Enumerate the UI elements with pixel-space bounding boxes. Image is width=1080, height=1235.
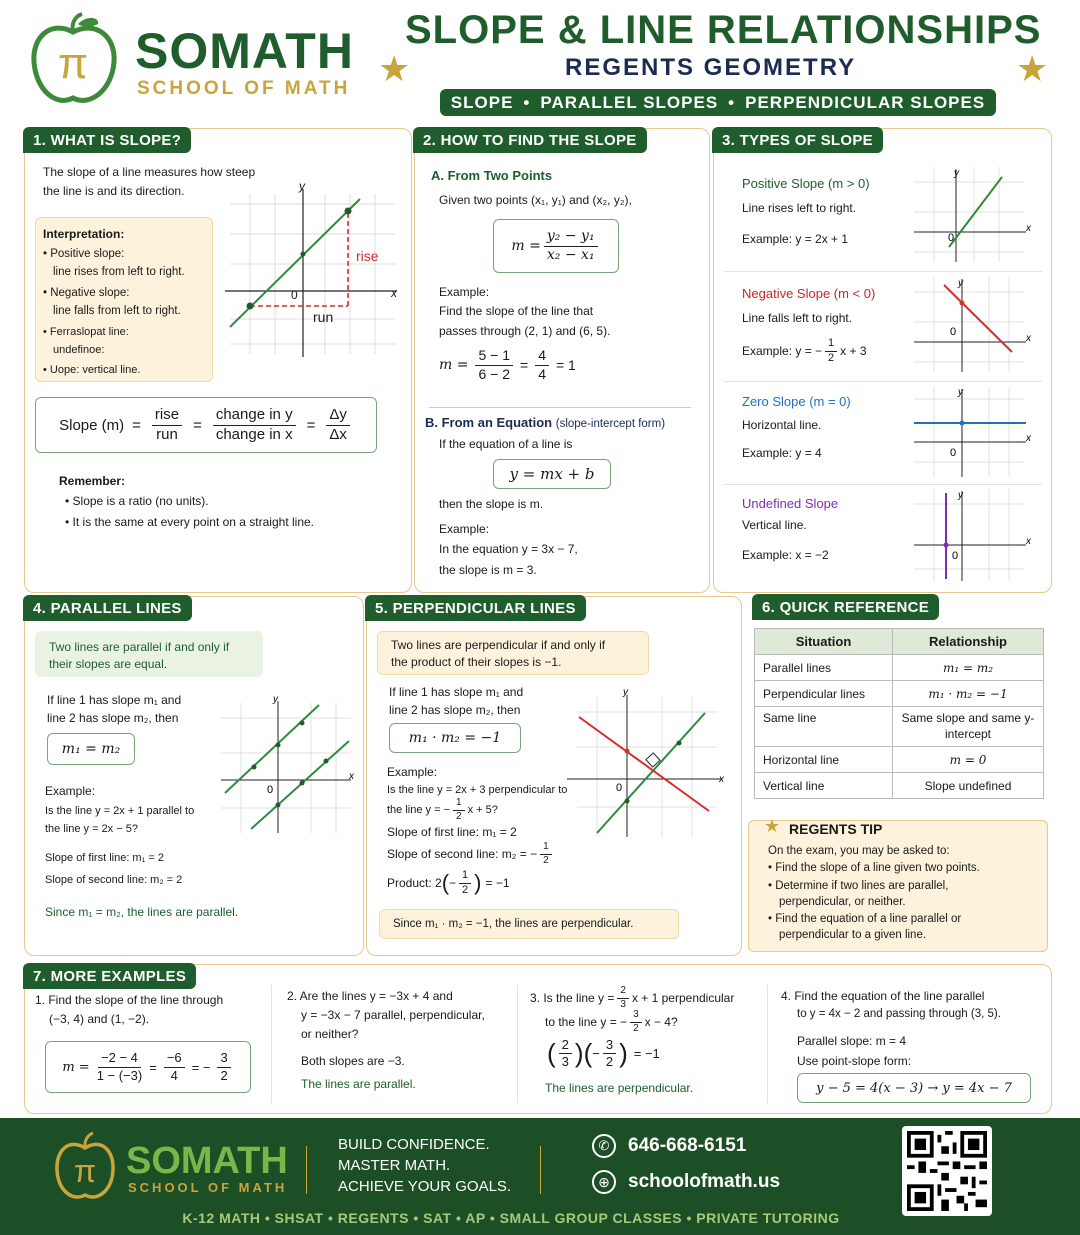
example-label: Example: — [387, 765, 438, 779]
numerator: 3 — [630, 1009, 642, 1023]
example-text: Use point-slope form: — [797, 1054, 912, 1068]
section-quick-reference — [744, 596, 1052, 956]
interpretation-item: • Positive slope: — [43, 248, 125, 260]
text-part: the line y = − — [387, 804, 450, 816]
example-text: Example: y = 2x + 1 — [742, 232, 849, 246]
product-text: Product: 2 ( − $\frac{1}{2}$ ) = −1 — [387, 869, 510, 896]
perpendicular-equation: m₁ · m₂ = −1 — [408, 730, 502, 746]
denominator: 2 — [605, 1054, 614, 1070]
remember-item: • It is the same at every point on a straight line. — [65, 515, 314, 529]
text: Given two points (x₁, y₁) and (x₂, y₂), — [439, 193, 632, 207]
section-find-slope — [414, 128, 710, 593]
table-cell: m₁ = m₂ — [893, 655, 1044, 681]
numerator: −2 − 4 — [98, 1050, 141, 1067]
tip-item: • Find the equation of a line parallel or — [768, 913, 962, 925]
table-cell: m = 0 — [893, 747, 1044, 773]
table-cell: m₁ · m₂ = −1 — [893, 681, 1044, 707]
example-label: Example: — [439, 285, 490, 299]
svg-text:x: x — [349, 771, 354, 782]
section-title: 3. TYPES OF SLOPE — [712, 127, 883, 153]
subsection-title: A. From Two Points — [431, 168, 553, 183]
text: the line y = 2x − 5? — [45, 823, 138, 835]
text-part: 3. Is the line y = — [530, 991, 615, 1005]
table-row — [755, 655, 1044, 681]
result: = −1 — [633, 1046, 660, 1062]
example-text: 1. Find the slope of the line through — [35, 993, 224, 1007]
denominator: 2 — [543, 854, 549, 866]
table-row — [755, 681, 1044, 707]
parallel-lines-graph — [211, 693, 357, 839]
slogan-line: MASTER MATH. — [338, 1157, 451, 1174]
text — [387, 841, 555, 867]
text-part: to the line y = − — [545, 1015, 628, 1029]
example-text: 4. Find the equation of the line parallel — [781, 989, 985, 1003]
example-text: (−3, 4) and (1, −2). — [49, 1012, 150, 1026]
denominator: x₂ − x₁ — [546, 246, 595, 263]
text: Vertical line. — [742, 518, 807, 532]
example-text: 2. Are the lines y = −3x + 4 and — [287, 989, 453, 1003]
example-text: or neither? — [301, 1027, 359, 1041]
example3-product: ( $\frac{2}{3}$ ) ( − $\frac{3}{2}$ ) = −1 — [547, 1037, 660, 1070]
text: then the slope is m. — [439, 497, 544, 511]
table-cell: Perpendicular lines — [755, 681, 893, 707]
numerator: 2 — [559, 1037, 572, 1054]
svg-text:y: y — [954, 168, 959, 179]
denominator: 1 − (−3) — [96, 1067, 143, 1083]
numerator: 1 — [459, 869, 471, 884]
phone-icon: ✆ — [592, 1134, 616, 1158]
two-point-formula-box — [493, 219, 619, 273]
slope-formula-box: Slope (m) = $\frac{\text{rise}}{\text{run}}$ = $\frac{\text{change in y}}{\text{change in x}}$ = $\frac{\Delta y}{\Delta x}$ — [35, 397, 377, 453]
definition-text: Two lines are parallel if and only if — [49, 640, 230, 654]
subsection-title-text: B. From an Equation — [425, 415, 553, 430]
footer-brand: SOMATH — [126, 1140, 288, 1182]
brand-subtitle: SCHOOL OF MATH — [137, 78, 351, 99]
parallel-equation: m₁ = m₂ — [61, 741, 121, 757]
result: = 1 — [555, 357, 576, 373]
intro-text: The slope of a line measures how steep — [43, 165, 256, 179]
text: Slope of second line: m₂ = 2 — [45, 874, 183, 886]
text: Is the line y = 2x + 3 perpendicular to — [387, 784, 568, 796]
svg-text:π: π — [73, 1153, 97, 1189]
table-header: Situation — [755, 629, 893, 655]
text: In the equation y = 3x − 7, — [439, 542, 578, 556]
tip-item: perpendicular, or neither. — [779, 896, 906, 908]
example-text: to y = 4x − 2 and passing through (3, 5). — [797, 1008, 1001, 1020]
website-link[interactable]: schoolofmath.us — [628, 1171, 781, 1192]
svg-text:y: y — [958, 490, 963, 501]
section-more-examples — [24, 964, 1052, 1114]
logo — [26, 12, 121, 107]
conclusion-text: Since m₁ = m₂, the lines are parallel. — [45, 905, 239, 919]
perpendicular-condition-box — [389, 723, 521, 753]
run-label: run — [313, 309, 334, 325]
definition-text: Two lines are perpendicular if and only if — [391, 638, 606, 652]
numerator: 1 — [540, 841, 552, 855]
svg-text:x: x — [719, 774, 724, 785]
example-part: x + 3 — [840, 344, 867, 359]
section-title: 5. PERPENDICULAR LINES — [365, 595, 586, 621]
section-title: 2. HOW TO FIND THE SLOPE — [413, 127, 647, 153]
svg-text:0: 0 — [616, 782, 623, 794]
example-text — [742, 337, 867, 366]
pill-item: SLOPE — [450, 92, 514, 112]
numerator: −6 — [164, 1050, 185, 1067]
conclusion-text: The lines are parallel. — [301, 1077, 416, 1091]
page-subtitle: REGENTS GEOMETRY — [565, 54, 857, 81]
text: Line falls left to right. — [742, 311, 853, 325]
pill-separator: • — [728, 92, 736, 112]
regents-tip-title: REGENTS TIP — [789, 821, 883, 837]
formula-m: m = — [62, 1059, 90, 1075]
text: the slope is m = 3. — [439, 563, 537, 577]
table-cell: Horizontal line — [755, 747, 893, 773]
conclusion-text: The lines are perpendicular. — [545, 1081, 694, 1095]
denominator: 4 — [170, 1067, 178, 1083]
svg-text:y: y — [958, 387, 963, 398]
numerator: 4 — [535, 347, 549, 366]
negative-slope-graph — [914, 277, 1034, 372]
delta-y: Δy — [326, 406, 350, 426]
table-row — [755, 707, 1044, 747]
subsection-note: (slope-intercept form) — [555, 418, 666, 430]
rise-run-graph — [225, 179, 403, 359]
table-cell: Vertical line — [755, 773, 893, 799]
negative-slope-title: Negative Slope (m < 0) — [742, 286, 876, 301]
pill-item: PERPENDICULAR SLOPES — [745, 92, 986, 112]
page-title: SLOPE & LINE RELATIONSHIPS — [405, 8, 1042, 52]
star-icon: ★ — [378, 48, 411, 89]
example1-answer-box: m = $\frac{-2 - 4}{1 - (-3)}$ = $\frac{-6}{4}$ = − $\frac{3}{2}$ — [45, 1041, 251, 1093]
tip-item: • Find the slope of a line given two points. — [768, 862, 980, 874]
subsection-title — [425, 413, 665, 433]
denominator: 3 — [620, 998, 626, 1010]
denominator: 4 — [538, 365, 546, 382]
text: Is the line y = 2x + 1 parallel to — [45, 805, 195, 817]
svg-text:x: x — [1026, 223, 1031, 234]
slope-intercept-box — [493, 459, 611, 489]
undefined-slope-title: Undefined Slope — [742, 496, 839, 511]
interpretation-item: undefinoe: — [53, 344, 105, 356]
denominator: 2 — [633, 1022, 639, 1034]
numerator: 1 — [825, 337, 837, 352]
svg-text:0: 0 — [950, 326, 957, 338]
svg-text:0: 0 — [950, 447, 957, 459]
denominator: 2 — [828, 351, 835, 364]
svg-text:y: y — [623, 687, 628, 698]
positive-slope-graph — [914, 167, 1034, 262]
denominator: 3 — [561, 1054, 569, 1070]
svg-text:y: y — [958, 278, 963, 289]
numerator: y₂ − y₁ — [544, 228, 598, 247]
change-in-y: change in y — [213, 406, 296, 426]
interpretation-item: line rises from left to right. — [53, 266, 185, 278]
axis-label-x: x — [391, 286, 397, 300]
text: Find the slope of the line that — [439, 304, 594, 318]
text: If line 1 has slope m₁ and — [47, 693, 182, 707]
interpretation-item: • Uope: vertical line. — [43, 364, 141, 376]
example4-answer-box — [797, 1073, 1031, 1103]
parallel-condition-box — [47, 733, 135, 765]
definition-text: the product of their slopes is −1. — [391, 655, 562, 669]
slope-intercept-eq: y = mx + b — [509, 465, 595, 483]
qr-code[interactable] — [902, 1126, 992, 1216]
table-cell: Parallel lines — [755, 655, 893, 681]
text: Slope of first line: m₁ = 2 — [387, 825, 517, 839]
text: Line rises left to right. — [742, 201, 857, 215]
table-header-row — [755, 629, 1044, 655]
text-part: = −1 — [485, 876, 510, 891]
topic-pill — [440, 89, 996, 116]
denominator: 2 — [462, 883, 469, 896]
apple-pi-logo-icon — [52, 1132, 118, 1202]
footer-brand-sub: SCHOOL OF MATH — [128, 1180, 288, 1195]
svg-text:0: 0 — [952, 550, 959, 562]
phone-link[interactable]: 646-668-6151 — [628, 1135, 747, 1156]
text: Horizontal line. — [742, 418, 822, 432]
example-text: Parallel slope: m = 4 — [797, 1034, 907, 1048]
svg-text:x: x — [1026, 433, 1031, 444]
positive-slope-title: Positive Slope (m > 0) — [742, 176, 870, 191]
section-perpendicular-lines — [366, 596, 742, 956]
text — [387, 797, 498, 823]
text: If the equation of a line is — [439, 437, 573, 451]
axis-label-y: y — [299, 179, 305, 193]
definition-text: their slopes are equal. — [49, 657, 168, 671]
slogan-line: BUILD CONFIDENCE. — [338, 1136, 490, 1153]
text: On the exam, you may be asked to: — [768, 845, 950, 857]
conclusion-text: Since m₁ · m₂ = −1, the lines are perpendicular. — [393, 918, 634, 930]
svg-text:x: x — [1026, 536, 1031, 547]
star-icon: ★ — [764, 816, 781, 836]
interpretation-item: • Ferraslopat line: — [43, 326, 129, 338]
numerator: 1 — [453, 797, 465, 811]
text-part: x + 5? — [467, 804, 498, 816]
footer — [0, 1118, 1080, 1235]
tip-item: perpendicular to a given line. — [779, 929, 927, 941]
answer-equation: y − 5 = 4(x − 3) → y = 4x − 7 — [816, 1080, 1012, 1096]
pill-item: PARALLEL SLOPES — [540, 92, 719, 112]
text: passes through (2, 1) and (6, 5). — [439, 324, 611, 338]
formula-m: m = — [511, 238, 541, 254]
denominator: 6 − 2 — [478, 365, 510, 382]
numerator: 3 — [603, 1037, 616, 1054]
numerator: 2 — [617, 985, 629, 999]
section-title: 7. MORE EXAMPLES — [23, 963, 196, 989]
run-term: run — [156, 425, 178, 443]
text: Slope of first line: m₁ = 2 — [45, 852, 164, 864]
text-part: Slope of second line: m₂ = − — [387, 847, 538, 861]
origin-label: 0 — [291, 288, 298, 302]
example-label: Example: — [439, 522, 490, 536]
section-title: 6. QUICK REFERENCE — [752, 594, 939, 620]
section-title: 1. WHAT IS SLOPE? — [23, 127, 191, 153]
rise-term: rise — [152, 406, 182, 426]
example-calculation: m = $\frac{5 - 1}{6 - 2}$ = $\frac{4}{4}$ = 1 — [439, 347, 576, 382]
example-text — [545, 1009, 678, 1035]
table-row — [755, 773, 1044, 799]
text-part: x + 1 perpendicular — [631, 991, 735, 1005]
pill-separator: • — [523, 92, 531, 112]
svg-text:π: π — [57, 39, 89, 88]
slogan-line: ACHIEVE YOUR GOALS. — [338, 1178, 512, 1195]
svg-text:x: x — [1026, 333, 1031, 344]
table-header: Relationship — [893, 629, 1044, 655]
section-parallel-lines — [24, 596, 364, 956]
example-text: y = −3x − 7 parallel, perpendicular, — [301, 1008, 485, 1022]
services-list: K-12 MATH • SHSAT • REGENTS • SAT • AP • SMALL GROUP CLASSES • PRIVATE TUTORING — [182, 1210, 840, 1226]
text-part: Product: 2 — [387, 876, 442, 891]
quick-reference-table — [754, 628, 1044, 799]
example-text: Example: x = −2 — [742, 548, 829, 562]
perpendicular-lines-graph — [567, 687, 729, 839]
example-text: Example: y = 4 — [742, 446, 822, 460]
table-cell: Slope undefined — [893, 773, 1044, 799]
interpretation-item: line falls from left to right. — [53, 305, 181, 317]
undefined-slope-graph — [914, 489, 1034, 581]
section-what-is-slope — [24, 128, 412, 593]
table-row — [755, 747, 1044, 773]
numerator: 5 − 1 — [475, 347, 513, 366]
remember-item: • Slope is a ratio (no units). — [65, 494, 209, 508]
qr-code-icon — [907, 1131, 987, 1211]
rise-label: rise — [356, 248, 379, 264]
svg-text:0: 0 — [267, 784, 274, 796]
interpretation-item: • Negative slope: — [43, 287, 130, 299]
intro-text: the line is and its direction. — [43, 184, 185, 198]
section-title: 4. PARALLEL LINES — [23, 595, 192, 621]
globe-icon: ⊕ — [592, 1170, 616, 1194]
formula-lhs: Slope (m) — [59, 416, 125, 434]
star-icon: ★ — [1016, 48, 1049, 89]
zero-slope-graph — [914, 387, 1034, 477]
denominator: 2 — [220, 1067, 228, 1083]
table-cell: Same slope and same y-intercept — [893, 707, 1044, 747]
apple-pi-logo-icon — [26, 12, 121, 107]
example-text — [530, 985, 734, 1011]
svg-text:0: 0 — [948, 232, 955, 244]
brand-name: SOMATH — [135, 23, 354, 79]
change-in-x: change in x — [215, 425, 293, 443]
section-types-of-slope — [713, 128, 1052, 593]
zero-slope-title: Zero Slope (m = 0) — [742, 394, 851, 409]
text: line 2 has slope m₂, then — [389, 703, 521, 717]
numerator: 3 — [217, 1050, 230, 1067]
tip-item: • Determine if two lines are parallel, — [768, 880, 949, 892]
interpretation-title: Interpretation: — [43, 227, 125, 241]
text: line 2 has slope m₂, then — [47, 711, 179, 725]
delta-x: Δx — [329, 425, 347, 443]
example-part: Example: y = − — [742, 344, 823, 359]
text: If line 1 has slope m₁ and — [389, 685, 524, 699]
example-text: Both slopes are −3. — [301, 1054, 405, 1068]
remember-title: Remember: — [59, 474, 126, 488]
table-cell: Same line — [755, 707, 893, 747]
example-label: Example: — [45, 784, 96, 798]
svg-text:y: y — [273, 694, 278, 705]
text-part: x − 4? — [644, 1015, 678, 1029]
denominator: 2 — [456, 810, 462, 822]
